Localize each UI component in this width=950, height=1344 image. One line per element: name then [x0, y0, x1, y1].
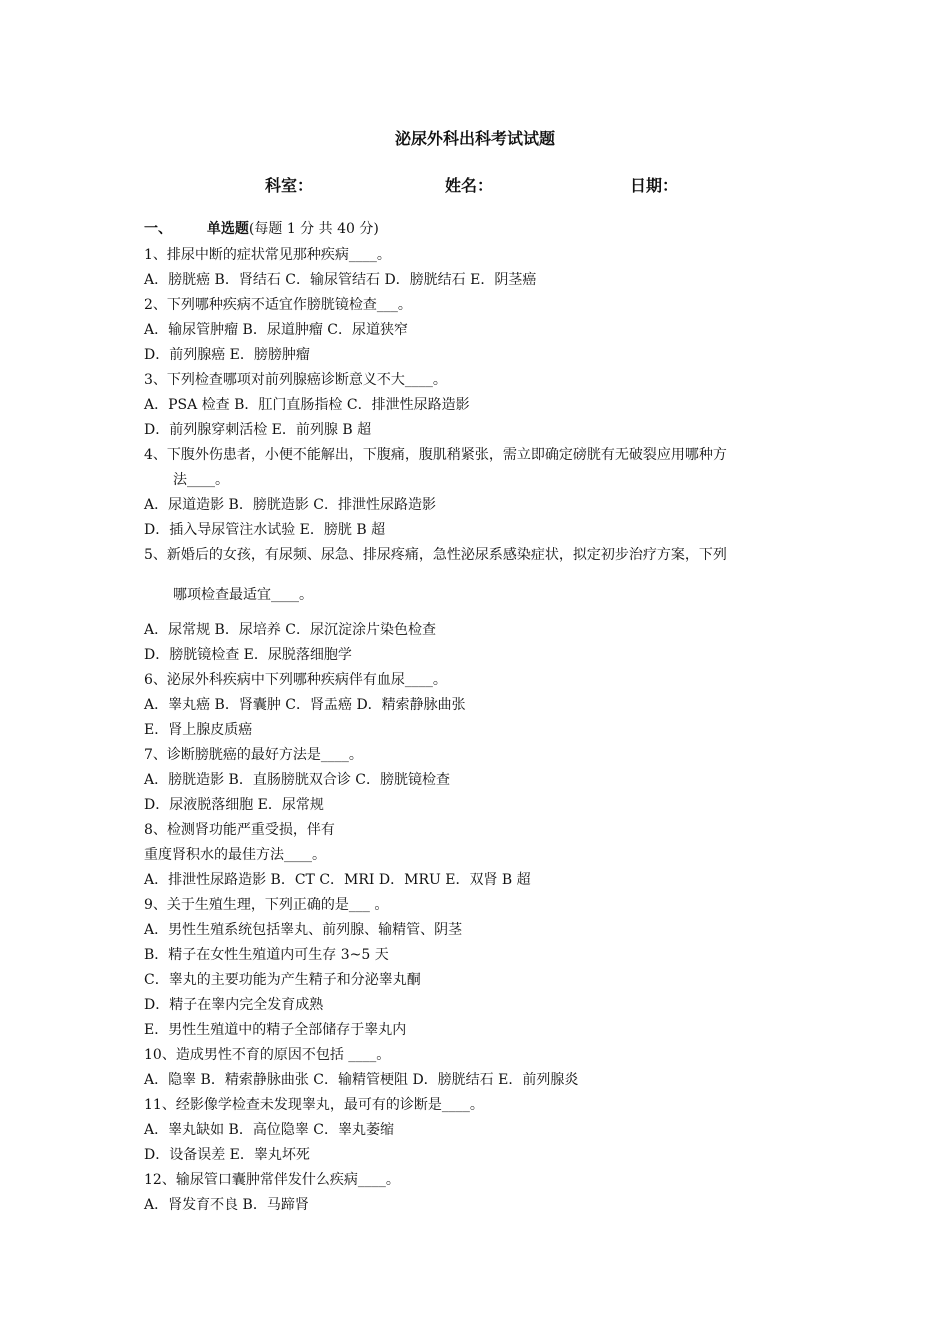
section-note: (每题 1 分 共 40 分)	[248, 221, 379, 237]
text-line: D．精子在睾内完全发育成熟	[144, 997, 324, 1013]
section-number: 一、	[144, 221, 172, 237]
date-label: 日期：	[630, 176, 679, 195]
text-line: B．精子在女性生殖道内可生存 3~5 天	[144, 947, 389, 963]
text-line: D．膀胱镜检查 E．尿脱落细胞学	[144, 647, 352, 663]
text-line: 6、泌尿外科疾病中下列哪种疾病伴有血尿____。	[144, 672, 447, 688]
text-line: A．睾丸癌 B．肾囊肿 C．肾盂癌 D．精索静脉曲张	[144, 697, 466, 713]
exam-title: 泌尿外科出科考试试题	[394, 129, 555, 148]
text-line: C．睾丸的主要功能为产生精子和分泌睾丸酮	[144, 972, 421, 988]
text-line: 重度肾积水的最佳方法____。	[144, 847, 326, 863]
text-line: A．男性生殖系统包括睾丸、前列腺、输精管、阴茎	[144, 922, 463, 938]
name-label: 姓名：	[445, 176, 494, 195]
section-title: 单选题	[206, 221, 249, 237]
text-line: 哪项检查最适宜____。	[173, 587, 313, 603]
text-line: A．尿常规 B．尿培养 C．尿沉淀涂片染色检查	[144, 622, 437, 638]
text-line: D．插入导尿管注水试验 E．膀胱 B 超	[144, 522, 386, 538]
text-line: D．设备误差 E．睾丸坏死	[144, 1147, 310, 1163]
text-line: D．尿液脱落细胞 E．尿常规	[144, 797, 324, 813]
text-line: E．肾上腺皮质癌	[144, 722, 253, 738]
section-heading	[144, 218, 379, 238]
text-line: E．男性生殖道中的精子全部储存于睾丸内	[144, 1022, 407, 1038]
text-line: 5、新婚后的女孩，有尿频、尿急、排尿疼痛，急性泌尿系感染症状，拟定初步治疗方案，下列	[144, 547, 727, 563]
text-line: D．前列腺癌 E．膀膀肿瘤	[144, 347, 310, 363]
text-line: D．前列腺穿刺活检 E．前列腺 B 超	[144, 422, 372, 438]
text-line: 12、输尿管口囊肿常伴发什么疾病____。	[144, 1172, 400, 1188]
text-line: 10、造成男性不育的原因不包括 ____。	[144, 1047, 391, 1063]
text-line: 2、下列哪种疾病不适宜作膀胱镜检查___。	[144, 297, 412, 313]
text-line: 9、关于生殖生理，下列正确的是___ 。	[144, 897, 389, 913]
text-line: 7、诊断膀胱癌的最好方法是____。	[144, 747, 363, 763]
text-line: A．尿道造影 B．膀胱造影 C．排泄性尿路造影	[144, 497, 437, 513]
text-line: 8、检测肾功能严重受损，伴有	[144, 822, 335, 838]
department-label: 科室：	[265, 176, 314, 195]
text-line: 4、下腹外伤患者，小便不能解出，下腹痛，腹肌稍紧张，需立即确定磅胱有无破裂应用哪种方	[144, 447, 727, 463]
text-line: A．膀胱造影 B．直肠膀胱双合诊 C．膀胱镜检查	[144, 772, 451, 788]
text-line: A．隐睾 B．精索静脉曲张 C．输精管梗阻 D．膀胱结石 E．前列腺炎	[144, 1072, 579, 1088]
text-line: A．PSA 检查 B．肛门直肠指检 C．排泄性尿路造影	[144, 397, 470, 413]
text-line: 3、下列检查哪项对前列腺癌诊断意义不大____。	[144, 372, 447, 388]
text-line: A．睾丸缺如 B．高位隐睾 C．睾丸萎缩	[144, 1122, 395, 1138]
text-line: 法____。	[173, 472, 229, 488]
text-line: A．肾发育不良 B．马蹄肾	[144, 1197, 309, 1213]
text-line: A．膀胱癌 B．肾结石 C．输尿管结石 D．膀胱结石 E．阴茎癌	[144, 272, 537, 288]
text-line: 1、排尿中断的症状常见那种疾病____。	[144, 247, 391, 263]
text-line: 11、经影像学检查未发现睾丸，最可有的诊断是____。	[144, 1097, 484, 1113]
text-line: A．排泄性尿路造影 B．CT C．MRI D．MRU E．双肾 B 超	[144, 872, 531, 888]
text-line: A．输尿管肿瘤 B．尿道肿瘤 C．尿道狭窄	[144, 322, 409, 338]
